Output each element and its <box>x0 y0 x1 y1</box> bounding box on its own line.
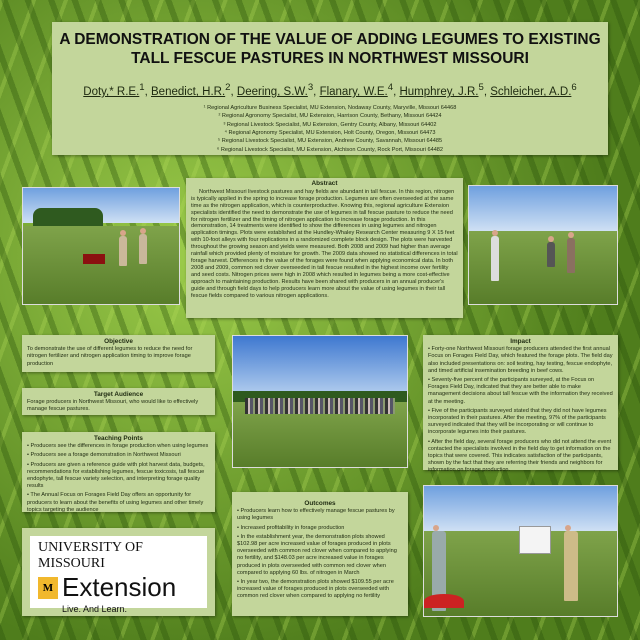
affiliation-line: ² Regional Agronomy Specialist, MU Extension, Harrison County, Bethany, Missouri 64424 <box>218 113 442 120</box>
title-panel <box>52 22 608 155</box>
outcomes-panel <box>232 492 408 616</box>
impact-item: • Seventy-five percent of the participants surveyed, at the Focus on Forages Field Day, indicated that they are better able to make management decisions about tall fescue with the information they received at the meeting. <box>428 377 613 406</box>
outcomes-list <box>237 508 403 600</box>
teaching-item: • Producers are given a reference guide with plot harvest data, budgets, recommendations for establishing legumes, fescue toxicosis, tall fescue endophyte, tall fescue variety selection, and interpreting forage quality results <box>27 462 210 491</box>
affiliation-line: ⁵ Regional Livestock Specialist, MU Extension, Andrew County, Savannah, Missouri 64485 <box>217 138 443 145</box>
author-affiliation-number: 5 <box>478 82 484 93</box>
author-name: Flanary, W.E. <box>319 85 388 98</box>
affiliation-line: ⁴ Regional Agronomy Specialist, MU Extension, Holt County, Oregon, Missouri 64473 <box>224 130 436 137</box>
impact-item: • Five of the participants surveyed stated that they did not have legumes incorporated in their pastures. After the meeting, 97% of the participants surveyed indicated that they will be incorporating or will continue to incorporate legumes into their pastures. <box>428 408 613 437</box>
photo-mowing-plots <box>22 187 180 305</box>
author-list: Doty,* R.E.$^1$, Benedict, H.R.$^2$, Deering, S.W.$^3$, Flanary, W.E.$^4$, Humphrey, J.R.$^5$, Schleicher, A.D.$^6$ <box>83 82 577 98</box>
impact-panel <box>423 335 618 474</box>
author-name: Benedict, H.R. <box>151 85 226 98</box>
teaching-points-panel <box>22 432 215 512</box>
author-affiliation-number: 3 <box>307 82 314 93</box>
affiliations <box>52 104 608 154</box>
target-audience-heading: Target Audience <box>93 391 144 398</box>
impact-heading: Impact <box>510 338 531 345</box>
outcomes-item: • In the establishment year, the demonstration plots showed $102.98 per acre increased value of forages produced in plots overseeded with common red clover when compared to applying no fertility, and $148.03 per acre increased value in forages produced in plots overseeded with common red clover when compared to applying 60 lbs. of nitrogen in March <box>237 534 403 577</box>
abstract-text: Northwest Missouri livestock pastures and hay fields are abundant in tall fescue. In this region, nitrogen is typically applied in the spring to increase forage production. Legumes are often overseeded at the same time as the nitrogen application, which is counterproductive. Knowing this, regional agriculture Extension specialists identified the need to demonstrate the use of legumes in tall fescue pasture to reduce the need for nitrogen fertilizer and the timing of nitrogen application to increase forage production. In this demonstration, 14 treatments were identified to show the differences in using legumes and nitrogen application timings. Plots were established at the Hundley-Whaley Research Center measuring 9 X 15 feet with 10-foot alleys with four replications in a randomized complete block design. The plots were harvested throughout the growing season and yields were measured. Both 2008 and 2009 had higher than average rainfall which provided plenty of moisture for growth. The 2009 data showed no statistical differences in total forage harvest. Differences in the value of the forages were found when applying economical data. In both 2008 and 2009, common red clover overseeded in tall fescue resulted in the highest income over fertility and seed costs. Nitrogen prices were high in 2008 which resulted in legumes being a more cost-effective approach to maintaining production. Results have been shared with producers in an annual producer's guide and through field days to help producers learn more about the value of using legumes in their tall fescue fields compared to various nitrogen applications. <box>191 188 458 299</box>
author-affiliation-number: 1 <box>139 82 145 93</box>
poster-title <box>52 30 608 68</box>
title-line: TALL FESCUE PASTURES IN NORTHWEST MISSOURI <box>131 50 529 67</box>
title-line: A DEMONSTRATION OF THE VALUE OF ADDING LEGUMES TO EXISTING <box>59 31 601 48</box>
affiliation-line: ³ Regional Livestock Specialist, MU Extension, Gentry County, Albany, Missouri 64402 <box>223 121 437 128</box>
mu-mark-icon: M <box>38 577 58 599</box>
outcomes-heading: Outcomes <box>304 500 336 507</box>
logo-panel <box>22 528 215 616</box>
impact-list <box>428 346 613 474</box>
author-affiliation-number: 6 <box>571 82 577 93</box>
objective-panel <box>22 335 215 372</box>
impact-item: • Forty-one Northwest Missouri forage producers attended the first annual Focus on Forages Field Day, which featured the forage plots. The field day also included presentations on: soil testing, hay testing, fescue endophyte, and timed artificial insemination breeding in beef cows. <box>428 346 613 375</box>
affiliation-line: ⁶ Regional Livestock Specialist, MU Extension, Atchison County, Rock Port, Missouri 64482 <box>216 146 444 153</box>
author-name: Deering, S.W. <box>236 85 308 98</box>
author-name: Schleicher, A.D. <box>490 85 572 98</box>
target-audience-panel <box>22 388 215 415</box>
logo-university: UNIVERSITY OF MISSOURI <box>38 540 143 571</box>
author-affiliation-number: 2 <box>225 82 231 93</box>
author-affiliation-number: 4 <box>387 82 394 93</box>
outcomes-item: • Increased profitability in forage production <box>237 525 403 532</box>
target-audience-text: Forage producers in Northwest Missouri, who would like to effectively manage fescue pastures. <box>27 399 199 413</box>
photo-field-people <box>468 185 618 305</box>
teaching-item: • The Annual Focus on Forages Field Day offers an opportunity for producers to learn about the benefits of using legumes and other timely topics targeting the audience <box>27 492 210 514</box>
impact-item: • After the field day, several forage producers who did not attend the event contacted the specialists involved in the field day to get information on the topics that were covered. This indicates satisfaction of the participants, shown by the fact that they are referring their friends and neighbors for information on forage production. <box>428 439 613 475</box>
author-name: Doty,* R.E. <box>83 85 140 98</box>
affiliation-line: ¹ Regional Agriculture Business Specialist, MU Extension, Nodaway County, Maryville, Missouri 64468 <box>203 104 457 111</box>
objective-text: To demonstrate the use of different legumes to reduce the need for nitrogen fertilizer and nitrogen application timing to improve forage production <box>27 346 193 367</box>
teaching-points-list <box>27 443 210 514</box>
mu-extension-logo <box>30 536 207 614</box>
teaching-item: • Producers see the differences in forage production when using legumes <box>27 443 210 450</box>
author-name: Humphrey, J.R. <box>399 85 479 98</box>
photo-field-day-crowd <box>232 335 408 468</box>
outcomes-item: • Producers learn how to effectively manage fescue pastures by using legumes <box>237 508 403 522</box>
abstract-panel <box>186 178 463 318</box>
photo-presentation <box>423 485 618 617</box>
logo-tagline: Live. And Learn. <box>62 604 128 614</box>
teaching-item: • Producers see a forage demonstration in Northwest Missouri <box>27 452 210 459</box>
outcomes-item: • In year two, the demonstration plots showed $109.55 per acre increased value of forages produced in plots overseeded with common red clover when compared to applying no fertility <box>237 579 403 601</box>
teaching-points-heading: Teaching Points <box>94 435 143 442</box>
objective-heading: Objective <box>104 338 133 345</box>
abstract-heading: Abstract <box>311 180 338 187</box>
logo-extension: Extension <box>62 572 177 602</box>
